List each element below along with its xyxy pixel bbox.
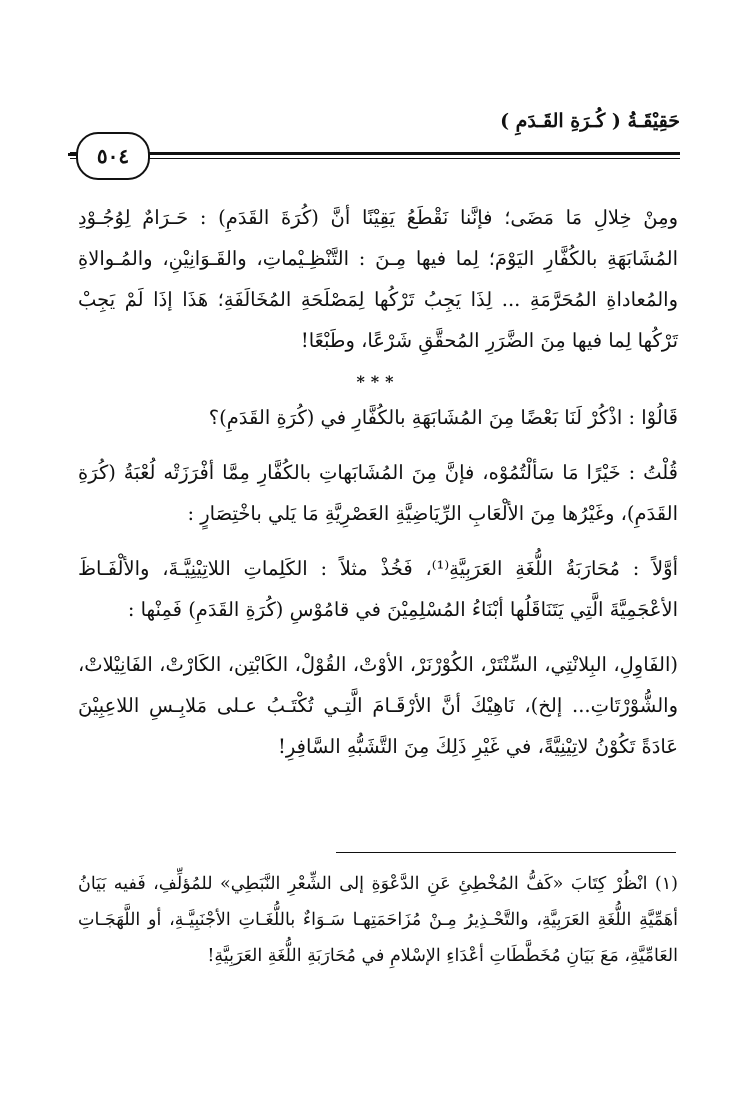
page-number-badge xyxy=(76,132,150,180)
page-header xyxy=(70,110,680,170)
paragraph: أوَّلاً : مُحَارَبَةُ اللُّغَةِ العَرَبِيَّةِ⁽¹⁾، فَخُذْ مثلاً : الكَلِماتِ اللاتِيْنِيَّـةَ، والألْفَـاظَ الأعْجَمِيَّةَ الَّتِي يَتَنَاقَلُها أبْنَاءُ المُسْلِمِيْنَ في قامُوْسِ (كُرَةِ القَدَمِ) فَمِنْها : xyxy=(78,557,678,621)
footnote-rule xyxy=(336,852,676,853)
paragraph: ومِنْ خِلالِ مَا مَضَى؛ فإنَّنا نَقْطَعُ يَقِيْنًا أنَّ (كُرَةَ القَدَمِ) : حَـرَامٌ لِوُجُـوْدِ المُشَابَهَةِ بالكُفَّارِ اليَوْمَ؛ لِما فيها مِـنَ : التَّنْظِـيْماتِ، والقَـوَانِيْنِ، والمُـوالاةِ والمُعاداةِ المُحَرَّمَةِ ... لِذَا يَجِبُ تَرْكُها لِمَصْلَحَةِ المُخَالَفَةِ؛ هَذَا إذَا لَمْ يَجِبْ تَرْكُها لِما فيها مِنَ الضَّرَرِ المُحقَّقِ شَرْعًا، وطَبْعًا! xyxy=(78,206,678,352)
paragraph: قَالُوْا : اذْكُرْ لَنَا بَعْضًا مِنَ المُشَابَهَةِ بالكُفَّارِ في (كُرَةِ القَدَمِ)؟ xyxy=(208,406,678,429)
section-separator: *** xyxy=(356,372,400,391)
paragraph: (الفَاوِلِ، البِلانْتِي، السِّنْتَرْ، الكُوْرْنَرْ، الأوْتْ، القُوْلْ، الكَابْتِن، الكَارْتْ، الفَانِيْلاتْ، والشُّوْرْتَاتِ... إلخ)، نَاهِيْكَ أنَّ الأرْقَـامَ الَّتِـي تُكْتَـبُ عـلى مَلابِـسِ اللاعِبِيْنَ عَادَةً تَكُوْنُ لاتِيْنِيَّةً، في غَيْرِ ذَلِكَ مِنَ التَّشَبُّهِ السَّافِرِ! xyxy=(78,653,678,758)
header-rule xyxy=(70,152,680,155)
page-number: ٥٠٤ xyxy=(96,144,130,168)
header-rule-thin xyxy=(70,158,680,159)
main-text xyxy=(78,197,678,781)
running-title: حَقِيْقَـةُ ( كُـرَةِ القَـدَمِ ) xyxy=(500,110,680,132)
paragraph: قُلْتُ : خَيْرًا مَا سَألْتُمُوْه، فإنَّ مِنَ المُشَابَهاتِ بالكُفَّارِ مِمَّا أفْرَزَتْه لُعْبَةُ (كُرَةِ القَدَمِ)، وغَيْرُها مِنَ الألْعَابِ الرِّيَاضِيَّةِ العَصْرِيَّةِ مَا يَلي باخْتِصَارٍ : xyxy=(78,461,678,525)
footnote: (١) انْظُرْ كِتَابَ «كَفُّ المُخْطِئِ عَنِ الدَّعْوَةِ إلى الشِّعْرِ النَّبَطِي» للمُؤلِّفِ، فَفيه بَيَانُ أهَمِّيَّةِ اللُّغَةِ العَرَبِيَّةِ، والتَّحْـذِيرُ مِـنْ مُزَاحَمَتِهـا سَـوَاءٌ باللُّغَـاتِ الأجْنَبِيَّـةِ، أو اللَّهَجَـاتِ العَامِّيَّةِ، مَعَ بَيَانِ مُخَطَّطَاتِ أعْدَاءِ الإسْلامِ في مُحَارَبَةِ اللُّغَةِ العَرَبِيَّةِ! xyxy=(78,874,678,966)
